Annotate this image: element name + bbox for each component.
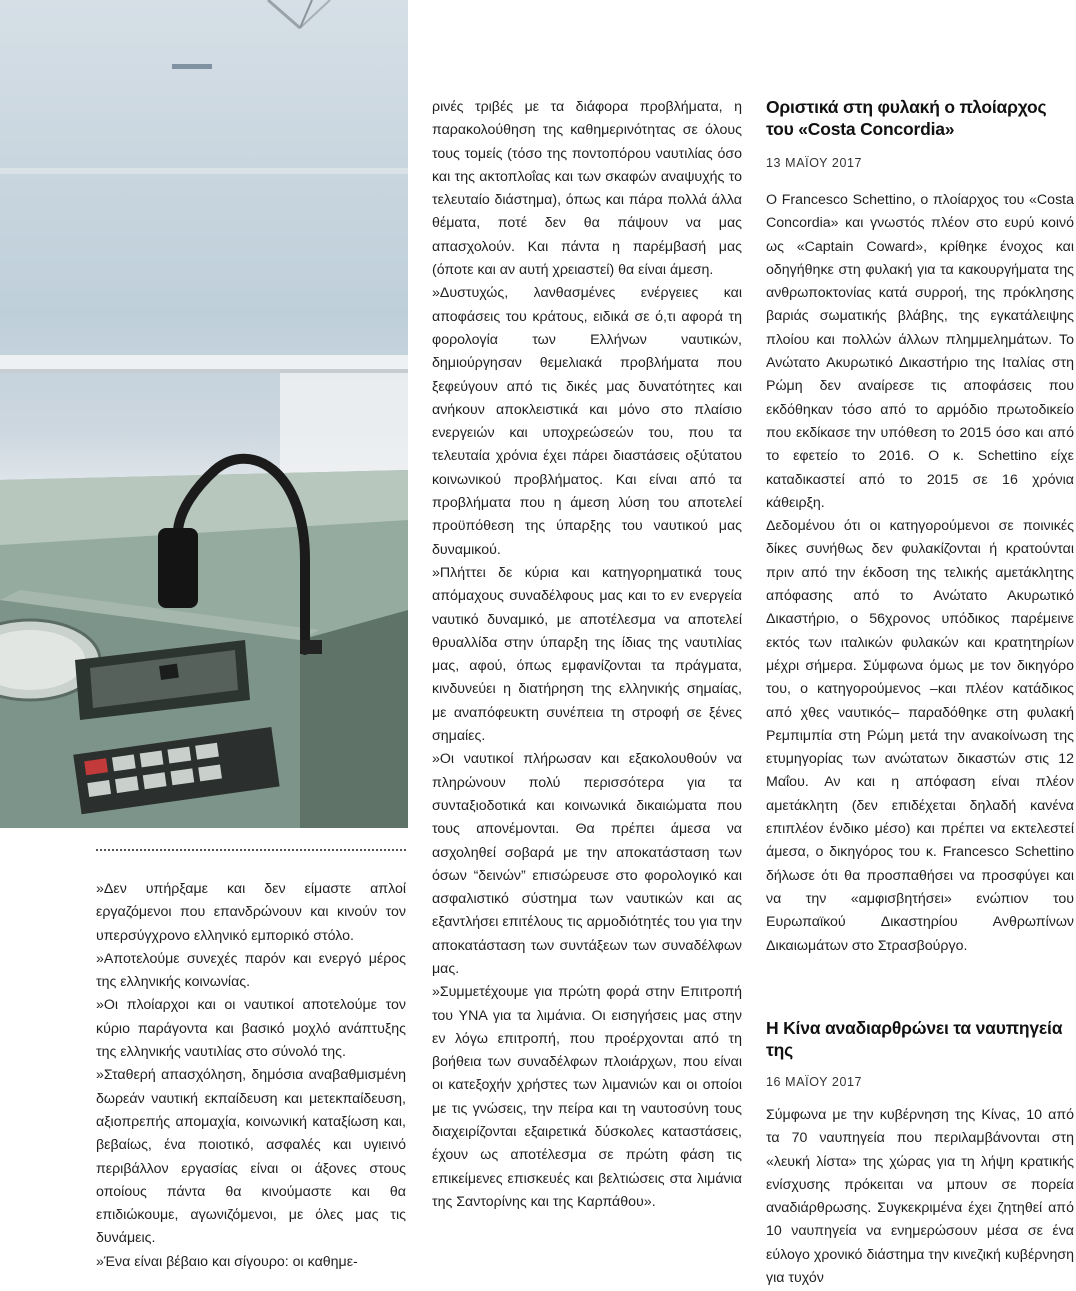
column-1 bbox=[96, 878, 406, 1274]
paragraph: »Δυστυχώς, λανθασμένες ενέργειες και αποφάσεις του κράτους, ειδικά σε ό,τι αφορά τη φορολογία των Ελλήνων ναυτικών, δημιούργησαν θεμελιακά προβλήματα που ξεφεύγουν από τις δικές μας δυνατότητες και ανήκουν αποκλειστικά και μόνο στο πλαίσιο ενεργειών και υποχρεώσεών του, που τα τελευταία χρόνια έχει πάρει διαστάσεις οξύτατου κοινωνικού προβλήματος. Και είναι από τα προβλήματα που η άμεση λύση του αποτελεί προϋπόθεση της ύπαρξης του ναυτικού μας δυναμικού. bbox=[432, 285, 742, 558]
column-2 bbox=[432, 96, 742, 1214]
paragraph: »Αποτελούμε συνεχές παρόν και ενεργό μέρος της ελληνικής κοινωνίας. bbox=[96, 950, 406, 991]
paragraph: »Δεν υπήρξαμε και δεν είμαστε απλοί εργαζόμενοι που επανδρώνουν και κινούν τον υπερσύγχρονο ελληνικό εμπορικό στόλο. bbox=[96, 881, 406, 944]
paragraph: Ο Francesco Schettino, ο πλοίαρχος του «Costa Concordia» και γνωστός πλέον στο ευρύ κοινό ως «Captain Coward», κρίθηκε ένοχος και οδηγήθηκε στη φυλακή για τα κακουργήματα της ανθρωποκτονίας κατά συρροή, της πρόκλησης βαριάς σωματικής βλάβης, της εγκατάλειψης πλοίου και πολλών άλλων πλημμελημάτων. Το Ανώτατο Ακυρωτικό Δικαστήριο της Ιταλίας στη Ρώμη δεν αναίρεσε τις αποφάσεις που εκδόθηκαν τόσο από το αρμόδιο πρωτοδικείο που εκδίκασε την υπόθεση το 2015 όσο και από το εφετείο το 2016. Ο κ. Schettino είχε καταδικαστεί από το 2015 σε 16 χρόνια κάθειρξη. bbox=[766, 192, 1074, 511]
paragraph: »Σταθερή απασχόληση, δημόσια αναβαθμισμένη δωρεάν ναυτική εκπαίδευση και μετεκπαίδευση, αξιοπρεπής απομαχία, κοινωνική καταξίωση και, βεβαίως, ένα ποιοτικό, ασφαλές και υγιεινό περιβάλλον εργασίας είναι οι άξονες στους οποίους πάντα θα κινούμαστε και θα επιδιώκουμε, αγωνιζόμενοι, με όλες μας τις δυνάμεις. bbox=[96, 1067, 406, 1247]
paragraph: Σύμφωνα με την κυβέρνηση της Κίνας, 10 από τα 70 ναυπηγεία που περιλαμβάνονται στη «λευκή λίστα» της χώρας για τη λήψη κρατικής ενίσχυσης πρόκειται να μπουν σε πορεία αναδιάρθρωσης. Συγκεκριμένα έχει ζητηθεί από 10 ναυπηγεία να ενημερώσουν μέσα σε ένα εύλογο χρονικό διάστημα την κινεζική κυβέρνηση για τυχόν bbox=[766, 1107, 1074, 1287]
photo-illustration bbox=[0, 0, 408, 828]
paragraph: »Ένα είναι βέβαιο και σίγουρο: οι καθημε- bbox=[96, 1253, 358, 1270]
article-1-body bbox=[766, 189, 1074, 958]
paragraph: ρινές τριβές με τα διάφορα προβλήματα, η παρακολούθηση της καθημερινότητας σε όλους τους τομείς (τόσο της ποντοπόρου ναυτιλίας όσο και της ακτοπλοΐας και των σκαφών αναψυχής το τελευταίο διάστημα), όπως και πάρα πολλά άλλα θέματα, ποτέ δεν θα πάψουν να μας απασχολούν. Και πάντα η παρέμβασή μας (όποτε και αν αυτή χρειαστεί) θα είναι άμεση. bbox=[432, 99, 742, 279]
microphone-head bbox=[158, 528, 198, 608]
article-2-headline: Η Κίνα αναδιαρθρώνει τα ναυπηγεία της bbox=[766, 1018, 1063, 1060]
paragraph: Δεδομένου ότι οι κατηγορούμενοι σε ποινικές δίκες συνήθως δεν φυλακίζονται ή κρατούνται πριν από την έκδοση της τελικής αμετάκλητης απόφασης από το Ανώτατο Ακυρωτικό Δικαστήριο, ο 56χρονος υπόδικος παρέμεινε εκτός των ιταλικών φυλακών και κρατητηρίων μέχρι σήμερα. Σύμφωνα όμως με τον δικηγόρο του, ο κατηγορούμενος –και πλέον κατάδικος από χθες ναυτικός– παραδόθηκε στη φυλακή Ρεμπιμπία στη Ρώμη μετά την ανακοίνωση της ετυμηγορίας των ανώτατων δικαστών στις 12 Μαΐου. Αν και η απόφαση είναι πλέον αμετάκλητη (δεν επιδέχεται δηλαδή κανένα επιπλέον ένδικο μέσο) και πρέπει να εκτελεστεί άμεσα, ο δικηγόρος του κ. Francesco Schettino δήλωσε ότι θα προσπαθήσει να προσφύγει και να την «αμφισβητήσει» ενώπιον του Ευρωπαϊκού Δικαστηρίου Ανθρωπίνων Δικαιωμάτων στο Στρασβούργο. bbox=[766, 518, 1074, 954]
article-2-body bbox=[766, 1104, 1074, 1290]
article-1-date: 13 ΜΑΪΟΥ 2017 bbox=[766, 156, 863, 170]
paragraph: »Οι πλοίαρχοι και οι ναυτικοί αποτελούμε τον κύριο παράγοντα και βασικό μοχλό ανάπτυξης της ελληνικής ναυτιλίας στο σύνολό της. bbox=[96, 997, 406, 1061]
paragraph: »Συμμετέχουμε για πρώτη φορά στην Επιτροπή του ΥΝΑ για τα λιμάνια. Οι εισηγήσεις μας στην εν λόγω επιτροπή, που προέρχονται από τη βοήθεια των συναδέλφων πλοιάρχων, που είναι οι κατεξοχήν χρήστες των λιμανιών και οι οποίοι με τις γνώσεις, την πείρα και τη ναυτοσύνη τους διαχειρίζονται εξαιρετικά δύσκολες καταστάσεις, έχουν ως αποτέλεσμα σε πρώτη φάση τις επικείμενες επισκευές και βελτιώσεις στα λιμάνια της Σαντορίνης και της Καρπάθου». bbox=[432, 984, 742, 1210]
ship-bridge-photo bbox=[0, 0, 408, 828]
paragraph: »Πλήττει δε κύρια και κατηγορηματικά τους απόμαχους συναδέλφους μας και το εν ενεργεία ναυτικό δυναμικό, με αποτέλεσμα να αποτελεί θρυαλλίδα στην ύπαρξη της ίδιας της ναυτιλίας μας, αφού, όπως εμφανίζονται τα πράγματα, κινδυνεύει η διατήρηση της ελληνικής σημαίας, με αναπόφευκτη συνέπεια τη στροφή σε ξένες σημαίες. bbox=[432, 564, 742, 745]
article-1-headline: Οριστικά στη φυλακή ο πλοίαρχος του «Costa Concordia» bbox=[766, 97, 1047, 139]
distant-ship bbox=[172, 64, 212, 69]
paragraph: »Οι ναυτικοί πλήρωσαν και εξακολουθούν να πληρώνουν πολύ περισσότερα για τα συνταξιοδοτικά και κοινωνικά δικαιώματα που τους απονέμονται. Θα πρέπει άμεσα να ασχοληθεί σοβαρά με την αποκατάσταση των όσων “δεινών” επισώρευσε στο φορολογικό και ασφαλιστικό σύστημα των ναυτικών και ας εξαντλήσει επιτέλους τις αρμοδιότητές του για την αποκατάσταση των συντάξεων των συναδέλφων μας. bbox=[432, 751, 742, 977]
article-2-date: 16 ΜΑΪΟΥ 2017 bbox=[766, 1075, 863, 1089]
separator-dots bbox=[96, 849, 406, 851]
